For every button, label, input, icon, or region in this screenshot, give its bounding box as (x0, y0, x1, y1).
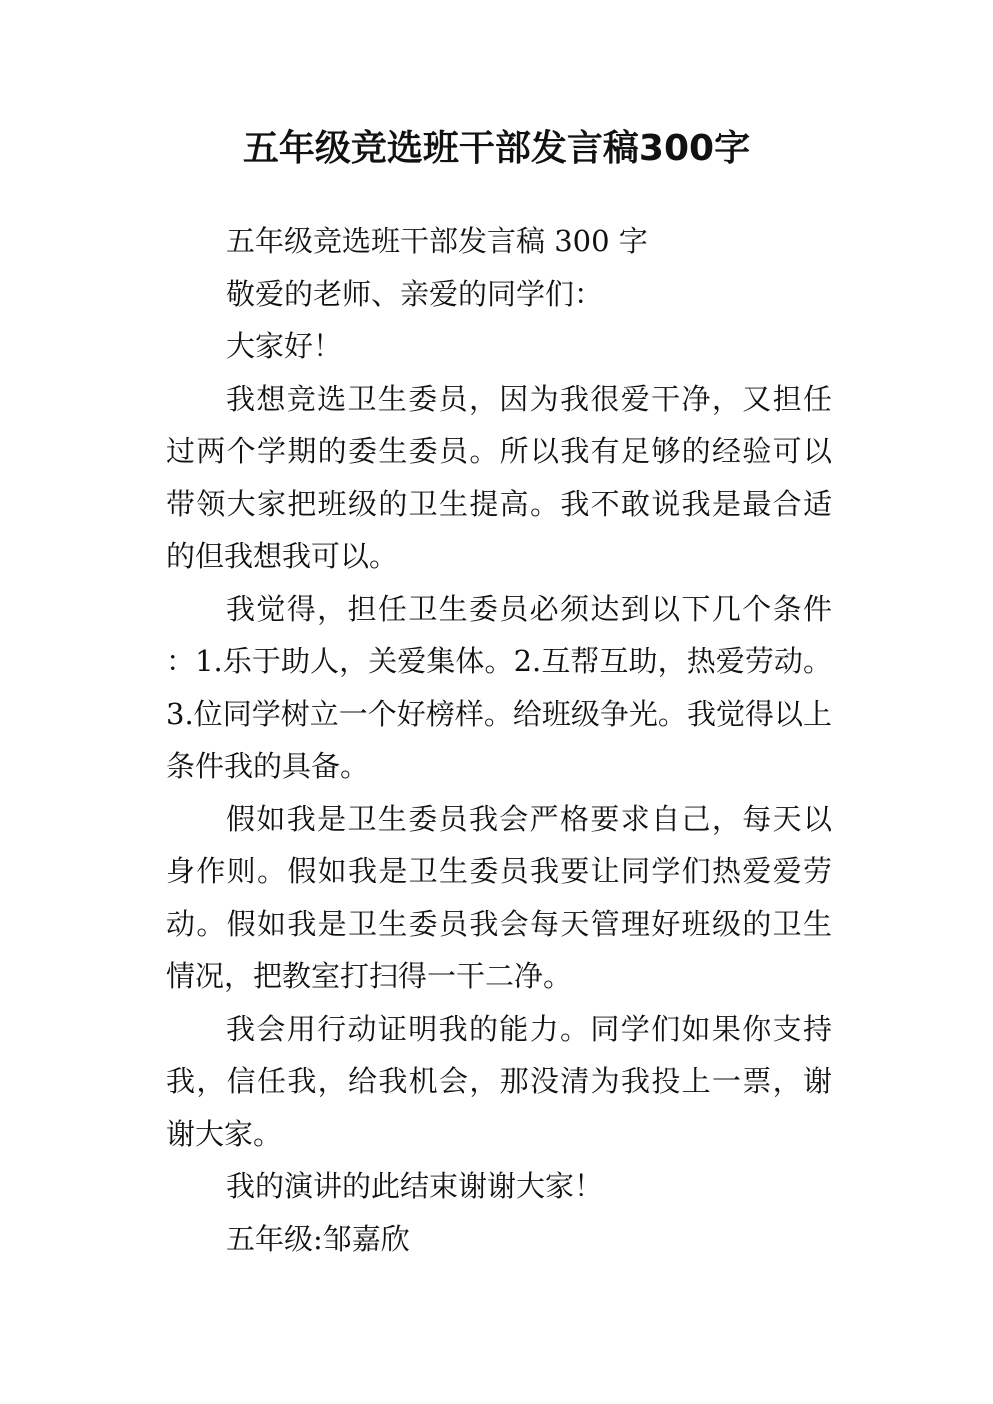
paragraph-intro: 我想竞选卫生委员，因为我很爱干净，又担任过两个学期的委生委员。所以我有足够的经验可以带领大家把班级的卫生提高。我不敢说我是最合适的但我想我可以。 (166, 381, 832, 573)
paragraph-greeting: 大家好！ (226, 329, 343, 363)
page-title: 五年级竞选班干部发言稿300字 (242, 128, 751, 169)
paragraph-closing: 我的演讲的此结束谢谢大家！ (226, 1169, 604, 1203)
paragraph-plans: 假如我是卫生委员我会严格要求自己，每天以身作则。假如我是卫生委员我要让同学们热爱爱劳动。假如我是卫生委员我会每天管理好班级的卫生情况，把教室打扫得一干二净。 (166, 801, 832, 993)
document-body (166, 215, 832, 1265)
paragraph-subtitle: 五年级竞选班干部发言稿 300 字 (226, 224, 648, 258)
paragraph-conditions: 我觉得，担任卫生委员必须达到以下几个条件：1.乐于助人，关爱集体。2.互帮互助，热爱劳动。3.位同学树立一个好榜样。给班级争光。我觉得以上条件我的具备。 (166, 591, 832, 783)
paragraph-signature: 五年级:邹嘉欣 (226, 1221, 410, 1256)
paragraph-appeal: 我会用行动证明我的能力。同学们如果你支持我，信任我，给我机会，那没清为我投上一票，谢谢大家。 (166, 1011, 832, 1151)
paragraph-salutation: 敬爱的老师、亲爱的同学们： (226, 276, 604, 311)
